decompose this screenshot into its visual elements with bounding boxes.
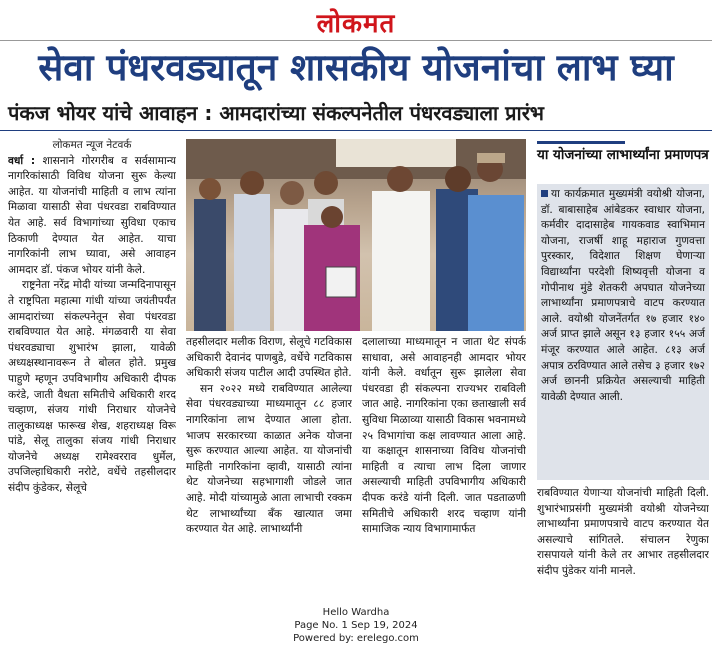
sidebox-title-bar: [537, 141, 625, 144]
col1-para-1: शासनाने गोरगरीब व सर्वसामान्य नागरिकांसाठी विविध योजना सुरू केल्या आहेत. या योजनांची माहिती व लाभ त्यांना मिळावा यासाठी सेवा पंधरवडा राबविण्यात येत आहे. सर्व विभागांच्या सुविधा एकाच ठिकाणी देण्यात येत आहेत. याचा नागरिकांनी लाभ घ्यावा, असे आवाहन आमदार डॉ. पंकज भोयर यांनी केले.: [8, 154, 176, 276]
col2-para-1: तहसीलदार मलीक विराण, सेलूचे गटविकास अधिकारी देवानंद पाणबुडे, वर्धेचे गटविकास अधिकारी संजय पाटील आदी उपस्थित होते.: [186, 336, 352, 380]
sidebox-title: [537, 141, 709, 164]
article-column-2: [186, 335, 352, 601]
col4-para-1: राबविण्यात येणाऱ्या योजनांची माहिती दिली. शुभारंभाप्रसंगी मुख्यमंत्री वयोश्री योजनेच्या लाभार्थ्यांना प्रमाणपत्राचे वाटप करण्यात येत असल्याचे सांगितले. संचालन रेणुका रासपायले यांनी केले तर आभार तहसीलदार संदीप पुंडेकर यांनी मानले.: [537, 487, 709, 577]
masthead-rule: [0, 40, 712, 41]
col3-para-1: दलालाच्या माध्यमातून न जाता थेट संपर्क साधावा, असे आवाहनही आमदार भोयर यांनी केले. वर्धातून सुरू झालेला सेवा पंधरवडा ही संकल्पना राज्यभर राबविली जात आहे. नागरिकांना एका छताखाली सर्व सुविधा मिळाव्या यासाठी विकास भवनामध्ये २५ विभागांचा कक्ष लावण्यात आला आहे. या कक्षातून शासनाच्या विविध योजनांची माहिती व त्याचा लाभ दिला जाणार असल्याची माहिती उपविभागीय अधिकारी दीपक करंडे यांनी दिली. जात पडताळणी समितीचे अधिकारी शरद चव्हाण यांनी सामाजिक न्याय विभागामार्फत: [362, 336, 526, 536]
event-photo-illustration: [186, 139, 526, 331]
article-column-1: [8, 138, 176, 601]
footer: [0, 606, 712, 645]
sidebox: [537, 184, 709, 480]
masthead-logo: लोकमत: [316, 9, 396, 39]
footer-page-date: Page No. 1 Sep 19, 2024: [294, 620, 418, 631]
event-photo: [186, 139, 526, 331]
col2-para-2: सन २०२२ मध्ये राबविण्यात आलेल्या सेवा पंधरवड्याच्या माध्यमातून ८८ हजार नागरिकांना लाभ देण्यात आला होता. भाजप सरकारच्या काळात अनेक योजना सुरू करण्यात आल्या आहेत. या योजनांची माहिती नागरिकांना व्हावी, यासाठी त्यांना थेट योजनेच्या सहभागाशी जोडले जात आहे. मोदी यांच्यामुळे आता लाभाची रक्कम थेट लाभार्थ्यांच्या बँक खात्यात जमा करण्यात येत आहे. लाभार्थ्यांनी: [186, 382, 352, 536]
footer-publication: Hello Wardha: [322, 607, 390, 618]
subhead-rule: [0, 130, 712, 131]
headline: सेवा पंधरवड्यातून शासकीय योजनांचा लाभ घ्या: [38, 46, 674, 89]
article-column-3: [362, 335, 526, 601]
dateline: वर्धा :: [8, 154, 36, 167]
article-column-4: [537, 486, 709, 601]
sidebox-title-text: या योजनांच्या लाभार्थ्यांना प्रमाणपत्र: [537, 147, 709, 163]
subheadline: पंकज भोयर यांचे आवाहन : आमदारांच्या संकल्पनेतील पंधरवड्याला प्रारंभ: [8, 101, 544, 125]
col1-para-2: राष्ट्रनेता नरेंद्र मोदी यांच्या जन्मदिनापासून ते राष्ट्रपिता महात्मा गांधी यांच्या जयंतीपर्यंत आमदारांच्या संकल्पनेतून सेवा पंधरवडा राबविण्यात येत आहे. मंगळवारी या सेवा पंधरवड्याचा शुभारंभ झाला, यावेळी अध्यक्षस्थानावरून ते बोलत होते. प्रमुख पाहुणे म्हणून उपविभागीय अधिकारी दीपक करंडे, जाती वैधता समितीचे अधिकारी शरद चव्हाण, संजय गांधी निराधार योजनेचे तालुकाध्यक्ष फारूख शेख, शहराध्यक्ष विरू पांडे, सेलू तालुका संजय गांधी निराधार योजनेचे अध्यक्ष रामेश्वरराव धुर्मेल, उपजिल्हाधिकारी नरोटे, वर्धेचे तहसीलदार संदीप कुंडेकर, सेलूचे: [8, 279, 176, 495]
sidebox-para: या कार्यक्रमात मुख्यमंत्री वयोश्री योजना, डॉ. बाबासाहेब आंबेडकर स्वाधार योजना, कर्मवीर दादासाहेब गायकवाड स्वाभिमान योजना, राजर्षी शाहू महाराज गुणवत्ता पुरस्कार, विदेशात शिक्षण घेणाऱ्या विद्यार्थ्यांना परदेशी शिष्यवृत्ती योजना व गोपीनाथ मुंडे शेतकरी अपघात योजनेच्या लाभार्थ्यांना प्रमाणपत्राचे वाटप करण्यात आले. वयोश्री योजनेंतर्गत १७ हजार १४० अर्ज प्राप्त झाले असून १३ हजार १५५ अर्ज मंजूर करण्यात आले आहेत. ८१३ अर्ज अपात्र ठरविण्यात आले तसेच ३ हजार १७२ अर्ज छाननी प्रक्रियेत असल्याची माहिती यावेळी देण्यात आली.: [541, 188, 705, 403]
footer-powered-by: Powered by: erelego.com: [293, 633, 419, 644]
byline: लोकमत न्यूज नेटवर्क: [52, 139, 132, 151]
square-bullet-icon: [541, 190, 548, 197]
